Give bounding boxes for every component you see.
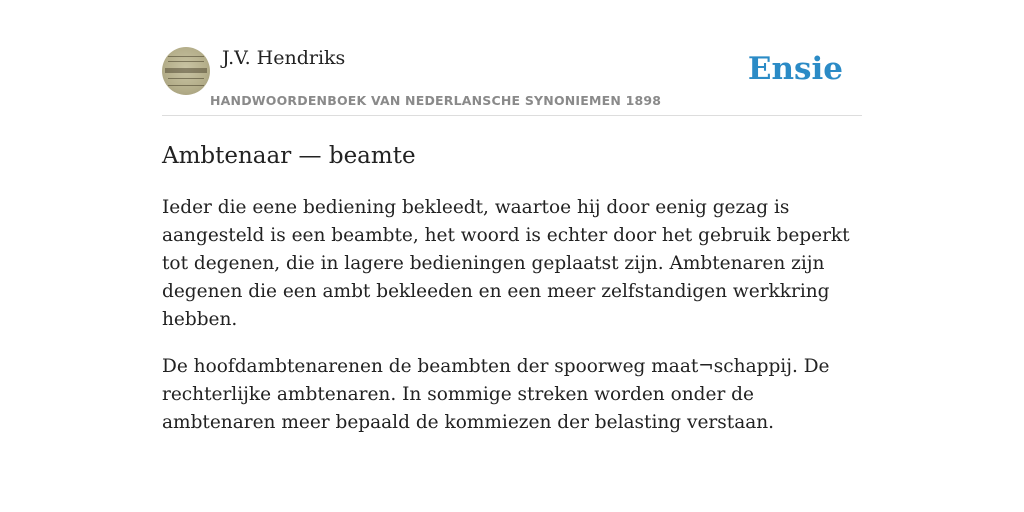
entry-title: Ambtenaar — beamte [162, 143, 416, 169]
entry-card [162, 40, 862, 437]
entry-header [162, 40, 862, 116]
cover-title-band [165, 68, 207, 73]
cover-rule [168, 78, 204, 79]
cover-rule [168, 56, 204, 57]
book-cover-avatar[interactable] [162, 47, 210, 95]
author-name[interactable]: J.V. Hendriks [222, 47, 346, 69]
cover-rule [168, 85, 204, 86]
entry-paragraph: Ieder die eene bediening bekleedt, waartoe hij door eenig gezag is aangesteld is een beambte, het woord is echter door het gebruik beperkt tot degenen, die in lagere bedieningen geplaatst zijn. Ambtenaren zijn degenen die een ambt bekleeden en een meer zelfstandigen werkkring hebben. [162, 197, 850, 330]
source-title[interactable]: HANDWOORDENBOEK VAN NEDERLANSCHE SYNONIEMEN 1898 [210, 93, 662, 108]
ensie-logo[interactable]: Ensie [747, 51, 843, 87]
cover-rule [168, 61, 204, 62]
entry-paragraph: De hoofdambtenarenen de beambten der spoorweg maat¬schappij. De rechterlijke ambtenaren. In sommige streken worden onder de ambtenaren meer bepaald de kommiezen der belasting verstaan. [162, 356, 830, 433]
